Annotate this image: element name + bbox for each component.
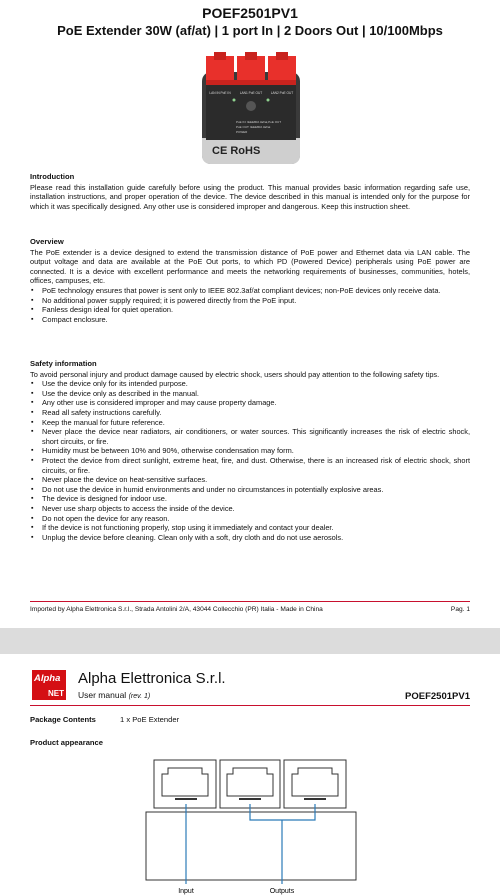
product-diagram [140, 754, 370, 896]
list-item: ▪ The device is designed for indoor use. [30, 494, 470, 504]
logo-alpha-text: Alpha [34, 673, 61, 684]
product-appearance-label: Product appearance [30, 738, 104, 747]
manual-revision: (rev. 1) [128, 693, 151, 700]
device-marks: CE RoHS [212, 145, 261, 157]
list-item: ▪ Never use sharp objects to access the inside of the device. [30, 504, 470, 514]
device-port-label: LAN1 PoE OUT [239, 91, 263, 95]
list-item: ▪ Any other use is considered improper and may cause property damage. [30, 398, 470, 408]
header-divider [30, 705, 470, 706]
package-contents-label: Package Contents [30, 715, 96, 724]
device-spec-line: PoE IN: IEEE802.3af/at,PoE OUT [236, 120, 282, 124]
package-contents-value: 1 x PoE Extender [120, 715, 180, 724]
alpha-net-logo [32, 670, 66, 700]
list-item: ▪ Use the device only for its intended purpose. [30, 379, 470, 389]
intro-section [30, 172, 470, 211]
manual-page-2 [0, 654, 500, 896]
intro-text: Please read this installation guide carefully before using the product. This manual provides basic information regarding safe use, installation instructions, and proper operation of the device. The device described in this manual is intended only for the purpose for which it was specifically designed. Any other use is considered improper and dangerous. Keep this instruction sheet. [30, 182, 470, 211]
safety-section [30, 359, 470, 542]
importer-text: Imported by Alpha Elettronica S.r.l., Strada Antolini 2/A, 43044 Collecchio (PR) Italia - Made in China [30, 606, 323, 613]
page-separator [0, 628, 500, 654]
list-item: ▪ Fanless design ideal for quiet operation. [30, 305, 470, 315]
intro-heading: Introduction [30, 172, 75, 181]
list-item: ▪ Keep the manual for future reference. [30, 418, 470, 428]
list-item: ▪ Use the device only as described in the manual. [30, 389, 470, 399]
model-code: POEF2501PV1 [405, 691, 470, 702]
device-port-label: LAN2 PoE OUT [270, 91, 294, 95]
list-item: ▪ Humidity must be between 10% and 90%, otherwise condensation may form. [30, 446, 470, 456]
overview-list [30, 286, 470, 324]
device-spec-line: POWER [236, 130, 248, 134]
list-item: ▪ Never place the device on heat-sensitive surfaces. [30, 475, 470, 485]
list-item: ▪ Read all safety instructions carefully. [30, 408, 470, 418]
diagram-outputs-label: Outputs [269, 888, 295, 895]
diagram-input-label: Input [178, 888, 194, 895]
list-item: ▪ No additional power supply required; it is powered directly from the PoE input. [30, 296, 470, 306]
product-photo [196, 50, 306, 168]
manual-label [78, 690, 150, 700]
list-item: ▪ Do not open the device for any reason. [30, 514, 470, 524]
manual-label-text: User manual [78, 690, 127, 700]
device-port-label: LAN IN PoE IN [209, 91, 231, 95]
device-spec-line: PoE OUT: IEEE802.3af/at [236, 125, 271, 129]
page-number: Pag. 1 [450, 606, 470, 613]
safety-list [30, 379, 470, 542]
list-item: ▪ Compact enclosure. [30, 315, 470, 325]
overview-section [30, 237, 470, 324]
list-item: ▪ Unplug the device before cleaning. Clean only with a soft, dry cloth and do not use aerosols. [30, 533, 470, 543]
page-subtitle: PoE Extender 30W (af/at) | 1 port In | 2 Doors Out | 10/100Mbps [57, 23, 443, 38]
list-item: ▪ If the device is not functioning properly, stop using it immediately and contact your dealer. [30, 523, 470, 533]
list-item: ▪ Do not use the device in humid environments and under no circumstances in potentially explosive areas. [30, 485, 470, 495]
overview-text: The PoE extender is a device designed to extend the transmission distance of PoE power and Ethernet data via LAN cable. The output voltage and data are available at the PoE Out ports, to which PD (Powered Device) peripherals using PoE power are connected. It is a device with excellent performance and meets the networking requirements of businesses, communities, hotels, offices, campuses, etc. [30, 247, 470, 286]
list-item: ▪ Protect the device from direct sunlight, extreme heat, fire, and dust. Otherwise, there is an increased risk of electric shock, short circuits, or fire. [30, 456, 470, 475]
company-name: Alpha Elettronica S.r.l. [78, 670, 226, 687]
page-footer [30, 601, 470, 613]
safety-heading: Safety information [30, 359, 97, 368]
overview-heading: Overview [30, 237, 64, 246]
list-item: ▪ PoE technology ensures that power is sent only to IEEE 802.3af/at compliant devices; non-PoE devices only receive data. [30, 286, 470, 296]
logo-net-text: NET [48, 689, 64, 698]
page-title: POEF2501PV1 [202, 5, 298, 21]
safety-text: To avoid personal injury and product damage caused by electric shock, users should pay attention to the following safety tips. [30, 369, 440, 379]
list-item: ▪ Never place the device near radiators, air conditioners, or water sources. This significantly increases the risk of electric shock, short circuits, or fire. [30, 427, 470, 446]
